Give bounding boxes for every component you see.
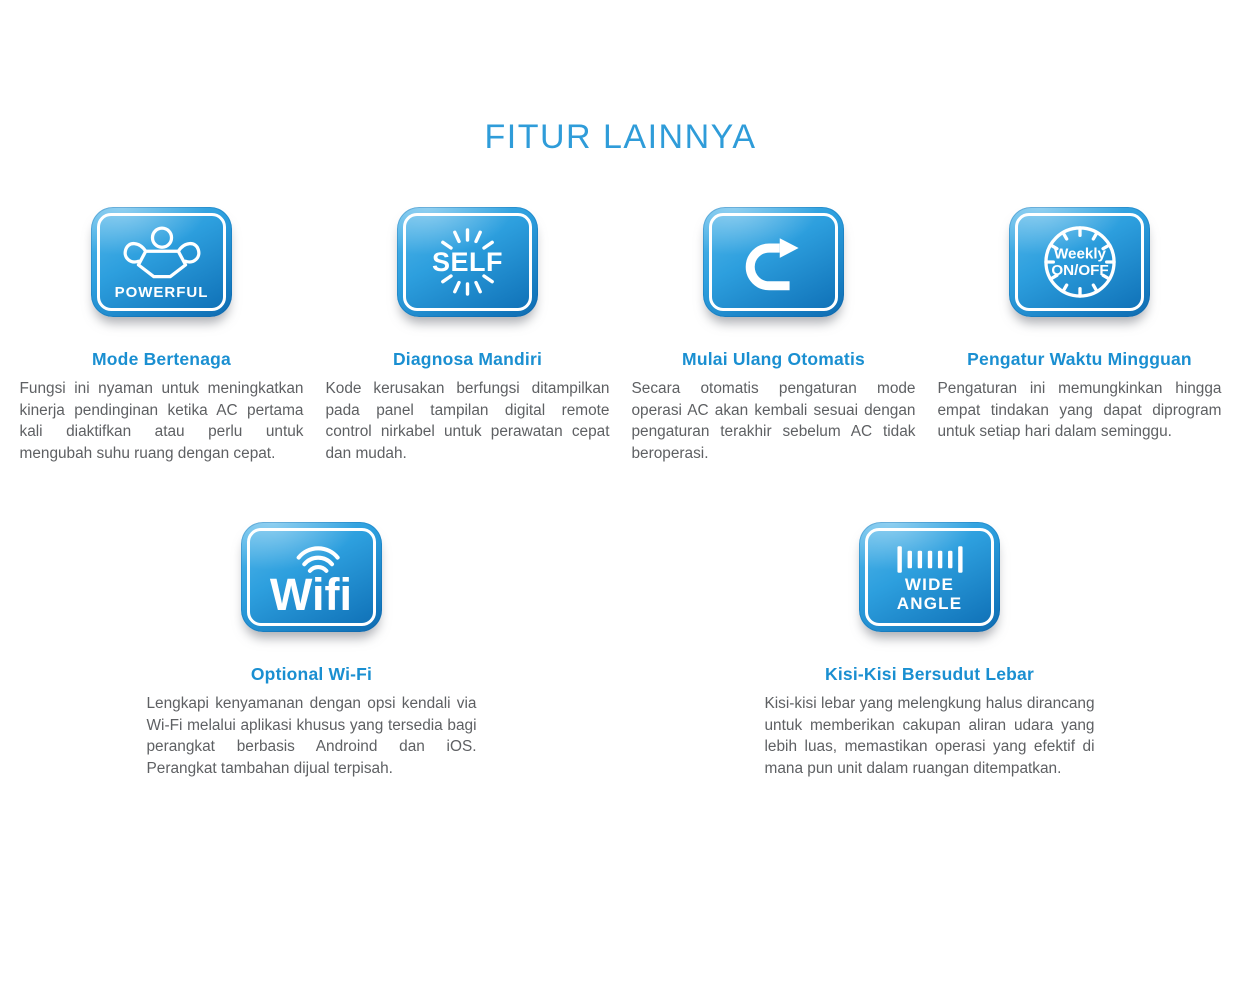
onoff-label: ON/OFF: [1050, 261, 1109, 279]
weekly-timer-icon: [1009, 207, 1150, 317]
feature-description: Kisi-kisi lebar yang melengkung halus dirancang untuk memberikan cakupan aliran udara yang lebih luas, memastikan operasi yang efektif di mana pun unit dalam ruangan ditempatkan.: [764, 695, 1095, 777]
muscle-figure-icon: [114, 225, 210, 283]
self-icon-label: SELF: [431, 246, 503, 277]
wide-angle-icon: [859, 522, 1000, 632]
feature-card-auto-restart: [632, 207, 916, 464]
feature-description: Pengaturan ini memungkinkan hingga empat tindakan yang dapat diprogram untuk setiap hari dalam seminggu.: [937, 380, 1222, 440]
wide-label-line2: ANGLE: [896, 593, 963, 613]
clock-face-icon: [1034, 216, 1126, 308]
wifi-icon-label: Wifi: [269, 568, 352, 620]
wifi-waves-icon: [254, 534, 370, 620]
feature-card-weekly-timer: [938, 207, 1222, 464]
features-row-1: [0, 207, 1241, 464]
feature-title: Mode Bertenaga: [92, 349, 231, 369]
louver-bars-icon: [886, 544, 974, 575]
section-title: FITUR LAINNYA: [484, 118, 757, 156]
feature-card-powerful: [20, 207, 304, 464]
features-row-2: [0, 522, 1241, 779]
self-diagnosis-icon: [397, 207, 538, 317]
feature-description: Fungsi ini nyaman untuk meningkatkan kinerja pendinginan ketika AC pertama kali diaktifkan atau perlu untuk mengubah suhu ruang dengan cepat.: [19, 380, 304, 462]
feature-card-wifi: [147, 522, 477, 779]
feature-description: Secara otomatis pengaturan mode operasi AC akan kembali sesuai dengan pengaturan terakhir sebelum AC tidak beroperasi.: [631, 380, 916, 462]
powerful-icon-label: POWERFUL: [114, 284, 209, 301]
feature-title: Mulai Ulang Otomatis: [682, 349, 865, 369]
powerful-icon: [91, 207, 232, 317]
wifi-icon: [241, 522, 382, 632]
feature-description: Lengkapi kenyamanan dengan opsi kendali via Wi-Fi melalui aplikasi khusus yang tersedia bagi perangkat berbasis Androind dan iOS. Perangkat tambahan dijual terpisah.: [146, 695, 477, 777]
feature-title: Optional Wi-Fi: [250, 664, 373, 684]
feature-title: Diagnosa Mandiri: [392, 349, 543, 369]
feature-title: Kisi-Kisi Bersudut Lebar: [824, 664, 1034, 684]
feature-card-wide-angle: [765, 522, 1095, 779]
wide-angle-icon-label: [897, 575, 963, 613]
curved-arrow-icon: [733, 221, 815, 303]
feature-card-self-diagnosis: [326, 207, 610, 464]
weekly-label: Weekly: [1053, 245, 1106, 263]
feature-title: Pengatur Waktu Mingguan: [967, 349, 1192, 369]
feature-description: Kode kerusakan berfungsi ditampilkan pada panel tampilan digital remote control nirkabel untuk perawatan cepat dan mudah.: [325, 380, 610, 462]
wide-label-line1: WIDE: [904, 574, 955, 594]
auto-restart-icon: [703, 207, 844, 317]
